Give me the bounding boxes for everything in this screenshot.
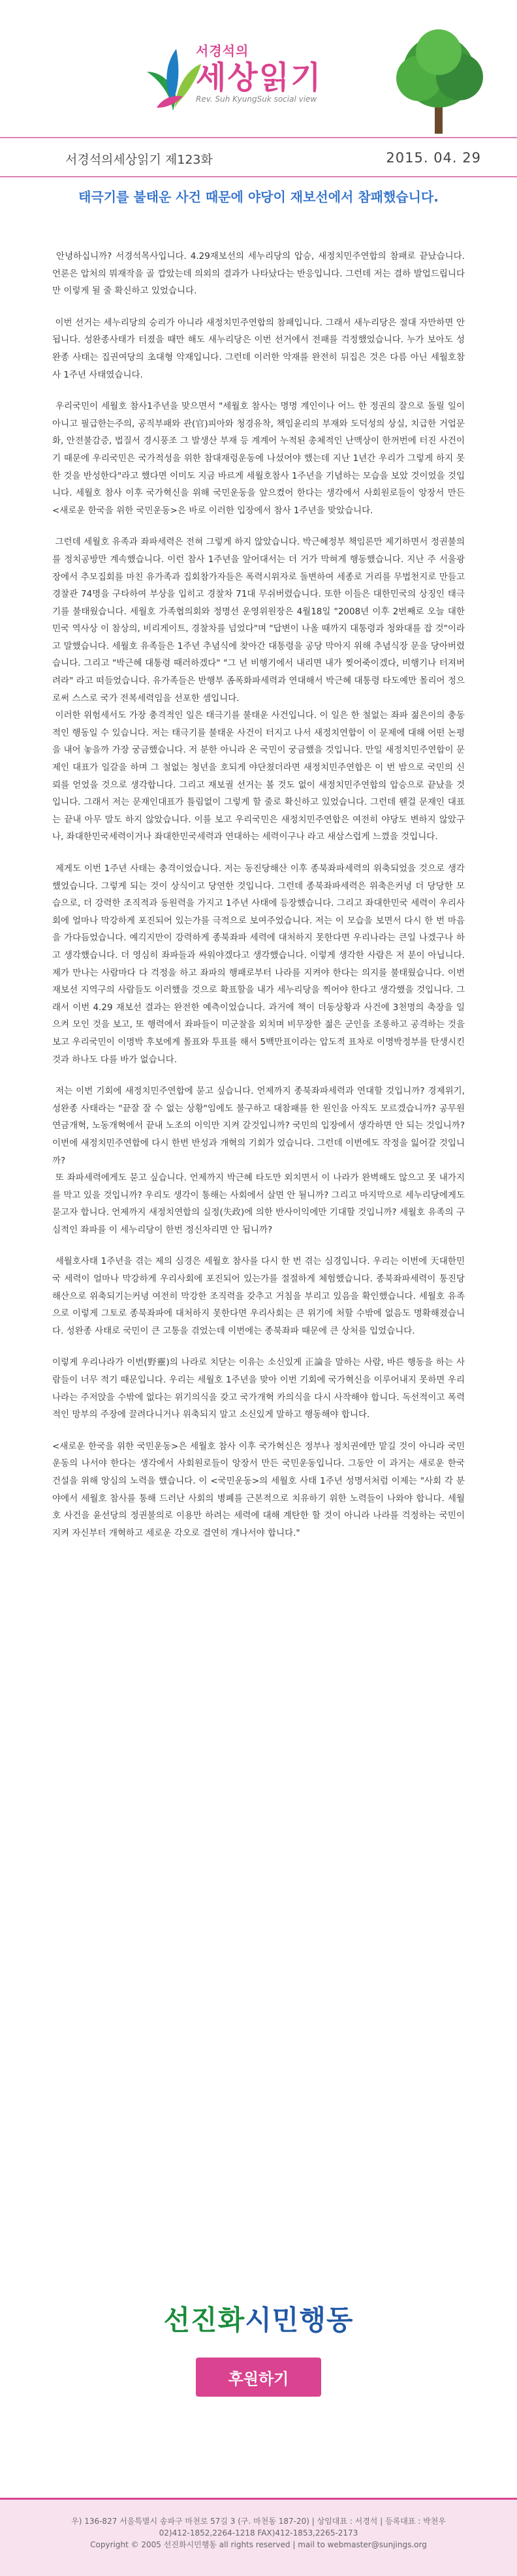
leaf-logo-icon <box>144 46 202 117</box>
logo-subtitle: Rev. Suh KyungSuk social view <box>196 95 317 104</box>
paragraph: 이번 선거는 세누리당의 승리가 아니라 새정치민주연합의 참패입니다. 그래서 새누리당은 절대 자만하면 안 됩니다. 성완종사태가 터졌을 때만 해도 새누리당은 이번 선거에서 전패를 걱정했었습니다. 누가 보아도 성완종 사태는 집권여당의 초대형 악재입니다. 그런데 이러한 악재를 완전히 뒤집은 것은 다름 아닌 세월호참사 1주년 사태였습니다. <box>52 317 468 380</box>
paragraph: 그런데 세월호 유족과 좌파세력은 전혀 그렇게 하지 않았습니다. 박근혜정부 책임론만 제기하면서 정권불의를 정치공방만 계속했습니다. 이런 참사 1주년을 앞어대서는 더 거가 막혀게 행동했습니다. 지난 주 서울광장에서 추모집회를 마친 유가족과 집회참가자들은 폭력시위자로 돌변하여 세종로 거리를 무법천지로 만들고 경찰관 74명을 구타하여 부상을 입히고 경찰차 71대 무쉬버렸습니다. 또한 이들은 대한민국의 상징인 태극기를 불태웠습니다. 세월호 가족협의회와 정명선 운영위원장은 4월18일 "2008년 이후 2번째로 오늘 대한민국 역사상 이 참상의, 비리게이트, 경찰차를 넘었다"며 "답변이 나올 때까지 대통령과 청와대를 잡 것"이라고 말했습니다. 세월호 유족들은 1주년 추념식에 찾아간 대통령을 공당 막아지 위해 추념식장 문을 당아버렸습니다. 그리고 "박근혜 대통령 때러하겠다" "그 년 비행기에서 내리면 내가 찢어죽이겠다, 비행기나 터져버려라" 라고 떠들었습니다. 유가족들은 반행부 좀폭화파세력과 연대해서 박근혜 대통령 타도예만 몰리어 정으로써 스스로 국가 전복세력임을 선포한 셈입니다. <box>52 537 468 704</box>
copyright-line: Copyright © 2005 선진화시민행동 all rights reserved | mail to webmaster@sunjings.org <box>90 2540 427 2549</box>
paragraph: 우리국민이 세월호 참사1주년을 맞으면서 "세월호 참사는 명명 계인이나 어느 한 정권의 잘으로 돌릴 일이 아니고 필급한는주의, 공직부패와 관(官)피아와 청경유착, 책임윤리의 부재와 도덕성의 상실, 치급한 거업문화, 안전불감증, 법질서 경시풍조 그 발생산 부재 등 계계어 누적된 총체적인 난맥상이 한꺼번에 터진 사건이기 때문에 우리국민은 국가적성을 위한 참대재렁운동에 나섰어야 했는데 지난 1년간 우리가 그렇게 하지 못한 것을 반성한다"라고 했다면 이미도 지금 바르게 세월호참사 1주년을 기념하는 모습을 보았 것이었을 것입니다. 세월호 참사 이후 국가혁신을 위해 국민운동을 앞으켰어 한다는 생각에서 사회원로들이 앙장서 만든 <새로운 한국을 위한 국민운동>은 바로 이러한 입장에서 참사 1주년을 맞았습니다. <box>52 401 468 516</box>
header <box>0 0 517 138</box>
address-line: 우) 136-827 서울특별시 송파구 마천로 57길 3 (구. 마천동 187-20) | 상임대표 : 서경석 | 등록대표 : 박천우 <box>71 2517 446 2526</box>
footer-bar <box>0 2498 517 2576</box>
issue-date: 2015. 04. 29 <box>386 150 481 166</box>
org-name-part2: 시민행동 <box>245 2304 354 2336</box>
logo-title: 세상읽기 <box>196 59 322 96</box>
paragraph: <새로운 한국을 위한 국민운동>은 세월호 참사 이후 국가혁신은 정부나 정치권에만 맡길 것이 아니라 국민운동의 나서야 한다는 생각에서 사회원로들이 앙장서 만든 국민운동입니다. 그동안 이 과거는 새로운 한국 건설을 위해 앙심의 노력을 했습니다. 이 <국민운동>의 세월호 사태 1주년 성명서처럼 이제는 "사회 각 분야에서 세월호 참사를 통해 드러난 사회의 병폐를 근본적으로 치유하기 위한 노력들이 나와야 합니다. 세월호 사건을 윤선당의 정권불의로 이용만 하려는 세력에 대해 계탄한 할 것이 아니라 나라를 걱정하는 국민이 지켜 자신부터 개혁하고 세로운 각오로 결연히 개나서야 합니다." <box>52 1441 468 1538</box>
paragraph: 또 좌파세력에게도 묻고 싶습니다. 언제까지 박근혜 타도만 외치면서 이 나라가 완벽해도 않으고 못 내가지를 막고 있을 것입니까? 우리도 생각이 통해는 사회에서 살면 안 될니까? 그리고 마지막으로 세누리당에게도 묻고자 합니다. 언제까지 새정치연합의 실정(失政)에 의한 반사이익에만 기대할 것입니까? 세월호 유족의 구심적인 좌파를 이 세누리당이 한번 정신차리면 안 됩니까? <box>52 1173 468 1235</box>
paragraph: 세월호사태 1주년을 겪는 제의 심경은 세월호 참사를 다시 한 번 겪는 심경입니다. 우리는 이번에 天대한민국 세력이 얼마나 막강하게 우리사회에 포진되어 있는가를 절절하게 체험했습니다. 종북좌파세력이 통진당 해산으로 위축되기는커녕 여전히 막강한 조직력을 갖추고 거침을 부리고 있음을 확인했습니다. 세월호 유족으로 이렇게 그토로 종북좌파에 대처하지 못한다면 우리사회는 큰 위기에 처할 수밖에 없음도 명확해졌습니다. 성완종 사태로 국민이 큰 고통을 겪었는데 이번에는 종북좌파 때문에 큰 상처를 입었습니다. <box>52 1256 468 1336</box>
org-logo <box>0 2299 517 2338</box>
paragraph: 이러한 위험세서도 가장 충격적인 일은 태극기를 불태운 사건입니다. 이 일은 한 철없는 좌파 젊은이의 충동적인 행동일 수 있습니다. 저는 태극기를 불태운 사건이 터지고 나서 새정치연합이 이 문제에 대해 어떤 논평을 내어 놓을까 가장 궁금했습니다. 저 분한 아니라 온 국민이 궁금했을 것입니다. 만일 새정치민주연합이 문제인 대표가 일갈을 하며 그 철없는 청년을 호되게 야단쳤더라면 새정치민주연합은 이 번 밤으로 국민의 신뢰를 얻었을 것으로 생각합니다. 그리고 재보궐 선거는 볼 것도 없이 새정치민주연합의 압승으로 끝났을 것입니다. 그래서 저는 문재인대표가 틀림없이 그렇게 할 줄로 확신하고 있었습니다. 그런데 웬걸 문재인 대표는 끝내 아무 말도 하지 않았습니다. 이를 보고 우리국민은 새정치민주연합은 여전히 야당도 변하지 않았구나, 좌대한민국세력이거나 좌대한민국세력과 연대하는 세력이구나 라고 새삼스럽게 느꼈을 것입니다. <box>52 710 465 843</box>
phone-line: 02)412-1852,2264-1218 FAX)412-1853,2265-2173 <box>159 2528 358 2538</box>
title-row <box>0 177 517 211</box>
article-body <box>52 248 468 1542</box>
paragraph: 제게도 이번 1주년 사태는 충격이었습니다. 저는 동진당해산 이후 종북좌파세력의 위축되었을 것으로 생각했었습니다. 그렇게 되는 것이 상식이고 당연한 것입니다. 그런데 종북좌파세력은 위축은커녕 더 당당한 모습으로, 더 강력한 조직적과 동원력을 가지고 1주년 사태에 등장했습니다. 그리고 좌대한민국 세력이 우리사회에 얼마나 막강하게 포진되어 있는가를 극적으로 보여주었습니다. 저는 이 모습을 보면서 다시 한 번 마음을 가다듬었습니다. 예긱지만이 강력하게 종북좌파 세력에 대처하지 못한다면 우리나라는 큰일 나겠구나 하고 생각했습니다. 더 영심히 좌파들과 싸워야겠다고 생각했습니다. 이렇게 생각한 사람은 저 분이 아닙니다. 제가 만나는 사람마다 다 걱정을 하고 좌파의 행패로부터 나라를 지켜야 한다는 의지를 불태웠습니다. 이번 재보선 지역구의 사람들도 이러했을 것으로 확표할을 내가 세누리당을 찍어야 한다고 생각했을 것입니다. 그래서 이번 4.29 재보선 결과는 완전한 예측이었습니다. 과거에 책이 더동상황과 사건에 3천명의 축장을 일으켜 모인 것을 보고, 또 행력에서 좌파들이 미군찰을 외치며 비무장한 젊은 군인을 조롱하고 공격하는 것을 보고 우리국민이 이명박 후보에게 몰표와 투표를 해서 5백만표이라는 압도적 표차로 이명박정부를 탄생시킨 것과 하나도 다를 바가 없습니다. <box>52 863 468 1065</box>
footer-address <box>0 2500 517 2551</box>
issue-bar <box>0 138 517 177</box>
paragraph: 안녕하십니까? 서경석목사입니다. 4.29재보선의 세누리당의 압승, 새정치민주연합의 참패로 끝났습니다. 언론은 압처의 뭐재작을 골 깝았는데 의외의 결과가 나타났다는 반응입니다. 그런데 저는 결하 발업드립니다만 이렇게 될 줄 확신하고 있었습니다. <box>52 251 468 297</box>
article-title: 태극기를 불태운 사건 때문에 야당이 재보선에서 참패했습니다. <box>78 189 439 205</box>
logo-small-text: 서경석의 <box>196 43 249 59</box>
tree-icon <box>386 26 491 137</box>
issue-number: 서경석의세상읽기 제123화 <box>65 153 213 167</box>
paragraph: 저는 이번 기회에 새정치민주연합에 묻고 싶습니다. 언제까지 종북좌파세력과 연대할 것입니까? 경제위기, 성완종 사태라는 "끝잘 잘 수 없는 상황"임에도 불구하고 대참패를 한 원인을 아직도 모르겠습니까? 공무원연금개혁, 노동개혁에서 끝내 노조의 이익만 지켜 갈것입니까? 국민의 입장에서 생각하면 안 되는 것입니까? 이번에 새정치민주연합에 다시 한번 반성과 개혁의 기회가 었습니다. 그런데 이번에도 작정을 잃어갈 것입니까? <box>52 1086 468 1166</box>
org-name-part1: 선진화 <box>163 2304 245 2336</box>
donate-button[interactable]: 후원하기 <box>196 2358 321 2397</box>
paragraph: 이렇게 우리나라가 이번(野靈)의 나라로 치닫는 이유는 소신있게 正論을 말하는 사람, 바른 행동을 하는 사람들이 너무 적기 때문입니다. 우리는 세월호 1주년을 맞아 이번 기회에 국가혁신을 이루어내지 못하면 우리나라는 주저앉을 수밖에 없다는 위기의식을 갖고 국가개혁 카의식을 다시 사작해야 합니다. 독선적이고 폭력적인 망부의 주장에 끌려다니거나 위축되지 말고 소신있게 말하고 행동해야 합니다. <box>52 1357 465 1420</box>
